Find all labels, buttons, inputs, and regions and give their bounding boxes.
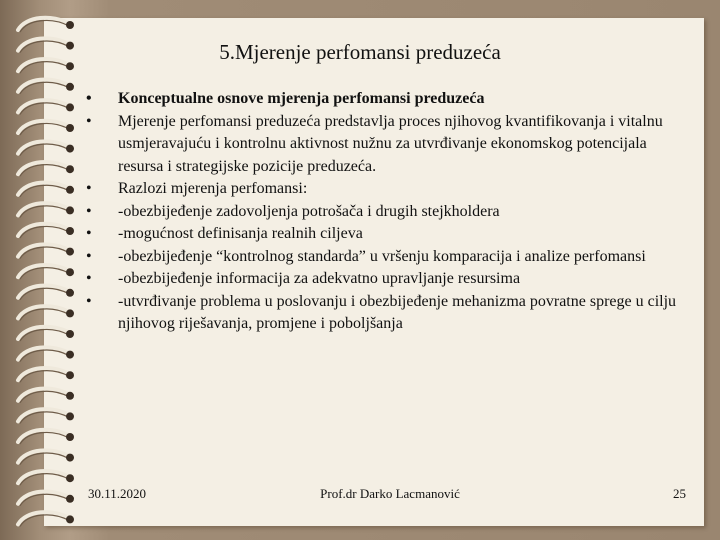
spiral-ring (18, 327, 70, 339)
spiral-ring (18, 347, 70, 359)
spiral-ring (18, 512, 70, 524)
binding-hole (66, 124, 74, 132)
spiral-ring (18, 265, 70, 277)
bullet-item: • -obezbijeđenje “kontrolnog standarda” u vršenju komparacija i analize perfomansi (82, 246, 692, 269)
binding-hole (66, 433, 74, 441)
spiral-ring (18, 80, 70, 92)
spiral-ring (18, 141, 70, 153)
spiral-ring (18, 492, 70, 504)
spiral-ring (18, 409, 70, 421)
binding-hole (66, 330, 74, 338)
spiral-binding-icon (0, 0, 90, 540)
binding-hole (66, 186, 74, 194)
bullet-item: • -mogućnost definisanja realnih ciljeva (82, 223, 692, 246)
bullet-item: • -obezbijeđenje zadovoljenja potrošača i drugih stejkholdera (82, 201, 692, 224)
binding-hole (66, 371, 74, 379)
page-number: 25 (673, 486, 686, 501)
binding-hole (66, 289, 74, 297)
binding-hole (66, 145, 74, 153)
binding-hole (66, 83, 74, 91)
spiral-ring (18, 306, 70, 318)
binding-hole (66, 392, 74, 400)
binding-hole (66, 206, 74, 214)
binding-hole (66, 248, 74, 256)
binding-hole (66, 474, 74, 482)
spiral-ring (18, 389, 70, 401)
spiral-ring (18, 183, 70, 195)
spiral-ring (18, 224, 70, 236)
binding-hole (66, 165, 74, 173)
spiral-ring (18, 430, 70, 442)
spiral-ring (18, 162, 70, 174)
binding-hole (66, 21, 74, 29)
spiral-ring (18, 121, 70, 133)
bullet-item: • Razlozi mjerenja perfomansi: (82, 178, 692, 201)
spiral-ring (18, 18, 70, 30)
footer-date: 30.11.2020 (88, 486, 147, 501)
binding-hole (66, 454, 74, 462)
spiral-ring (18, 450, 70, 462)
bullet-item: • Mjerenje perfomansi preduzeća predstavlja proces njihovog kvantifikovanja i vitalnu usmjeravajuću i kontrolnu aktivnost nužnu za utvrđivanje ekonomskog potencijala resursa i strategijske pozicije preduzeća. (82, 111, 692, 179)
spiral-ring (18, 286, 70, 298)
spiral-ring (18, 244, 70, 256)
binding-hole (66, 268, 74, 276)
bullet-item: • -obezbijeđenje informacija za adekvatno upravljanje resursima (82, 268, 692, 291)
spiral-ring (18, 368, 70, 380)
bullet-item: • Konceptualne osnove mjerenja perfomansi preduzeća (82, 88, 692, 111)
spiral-ring (18, 471, 70, 483)
bullet-item: • -utvrđivanje problema u poslovanju i obezbijeđenje mehanizma povratne sprege u cilju njihovog riješavanja, promjene i poboljšanja (82, 291, 692, 336)
footer-author: Prof.dr Darko Lacmanović (320, 486, 460, 501)
slide-title: 5.Mjerenje perfomansi preduzeća (219, 40, 501, 64)
binding-hole (66, 309, 74, 317)
bullet-list (82, 88, 692, 336)
binding-hole (66, 227, 74, 235)
binding-hole (66, 515, 74, 523)
spiral-ring (18, 100, 70, 112)
binding-hole (66, 351, 74, 359)
binding-hole (66, 412, 74, 420)
binding-hole (66, 495, 74, 503)
spiral-ring (18, 203, 70, 215)
binding-hole (66, 103, 74, 111)
